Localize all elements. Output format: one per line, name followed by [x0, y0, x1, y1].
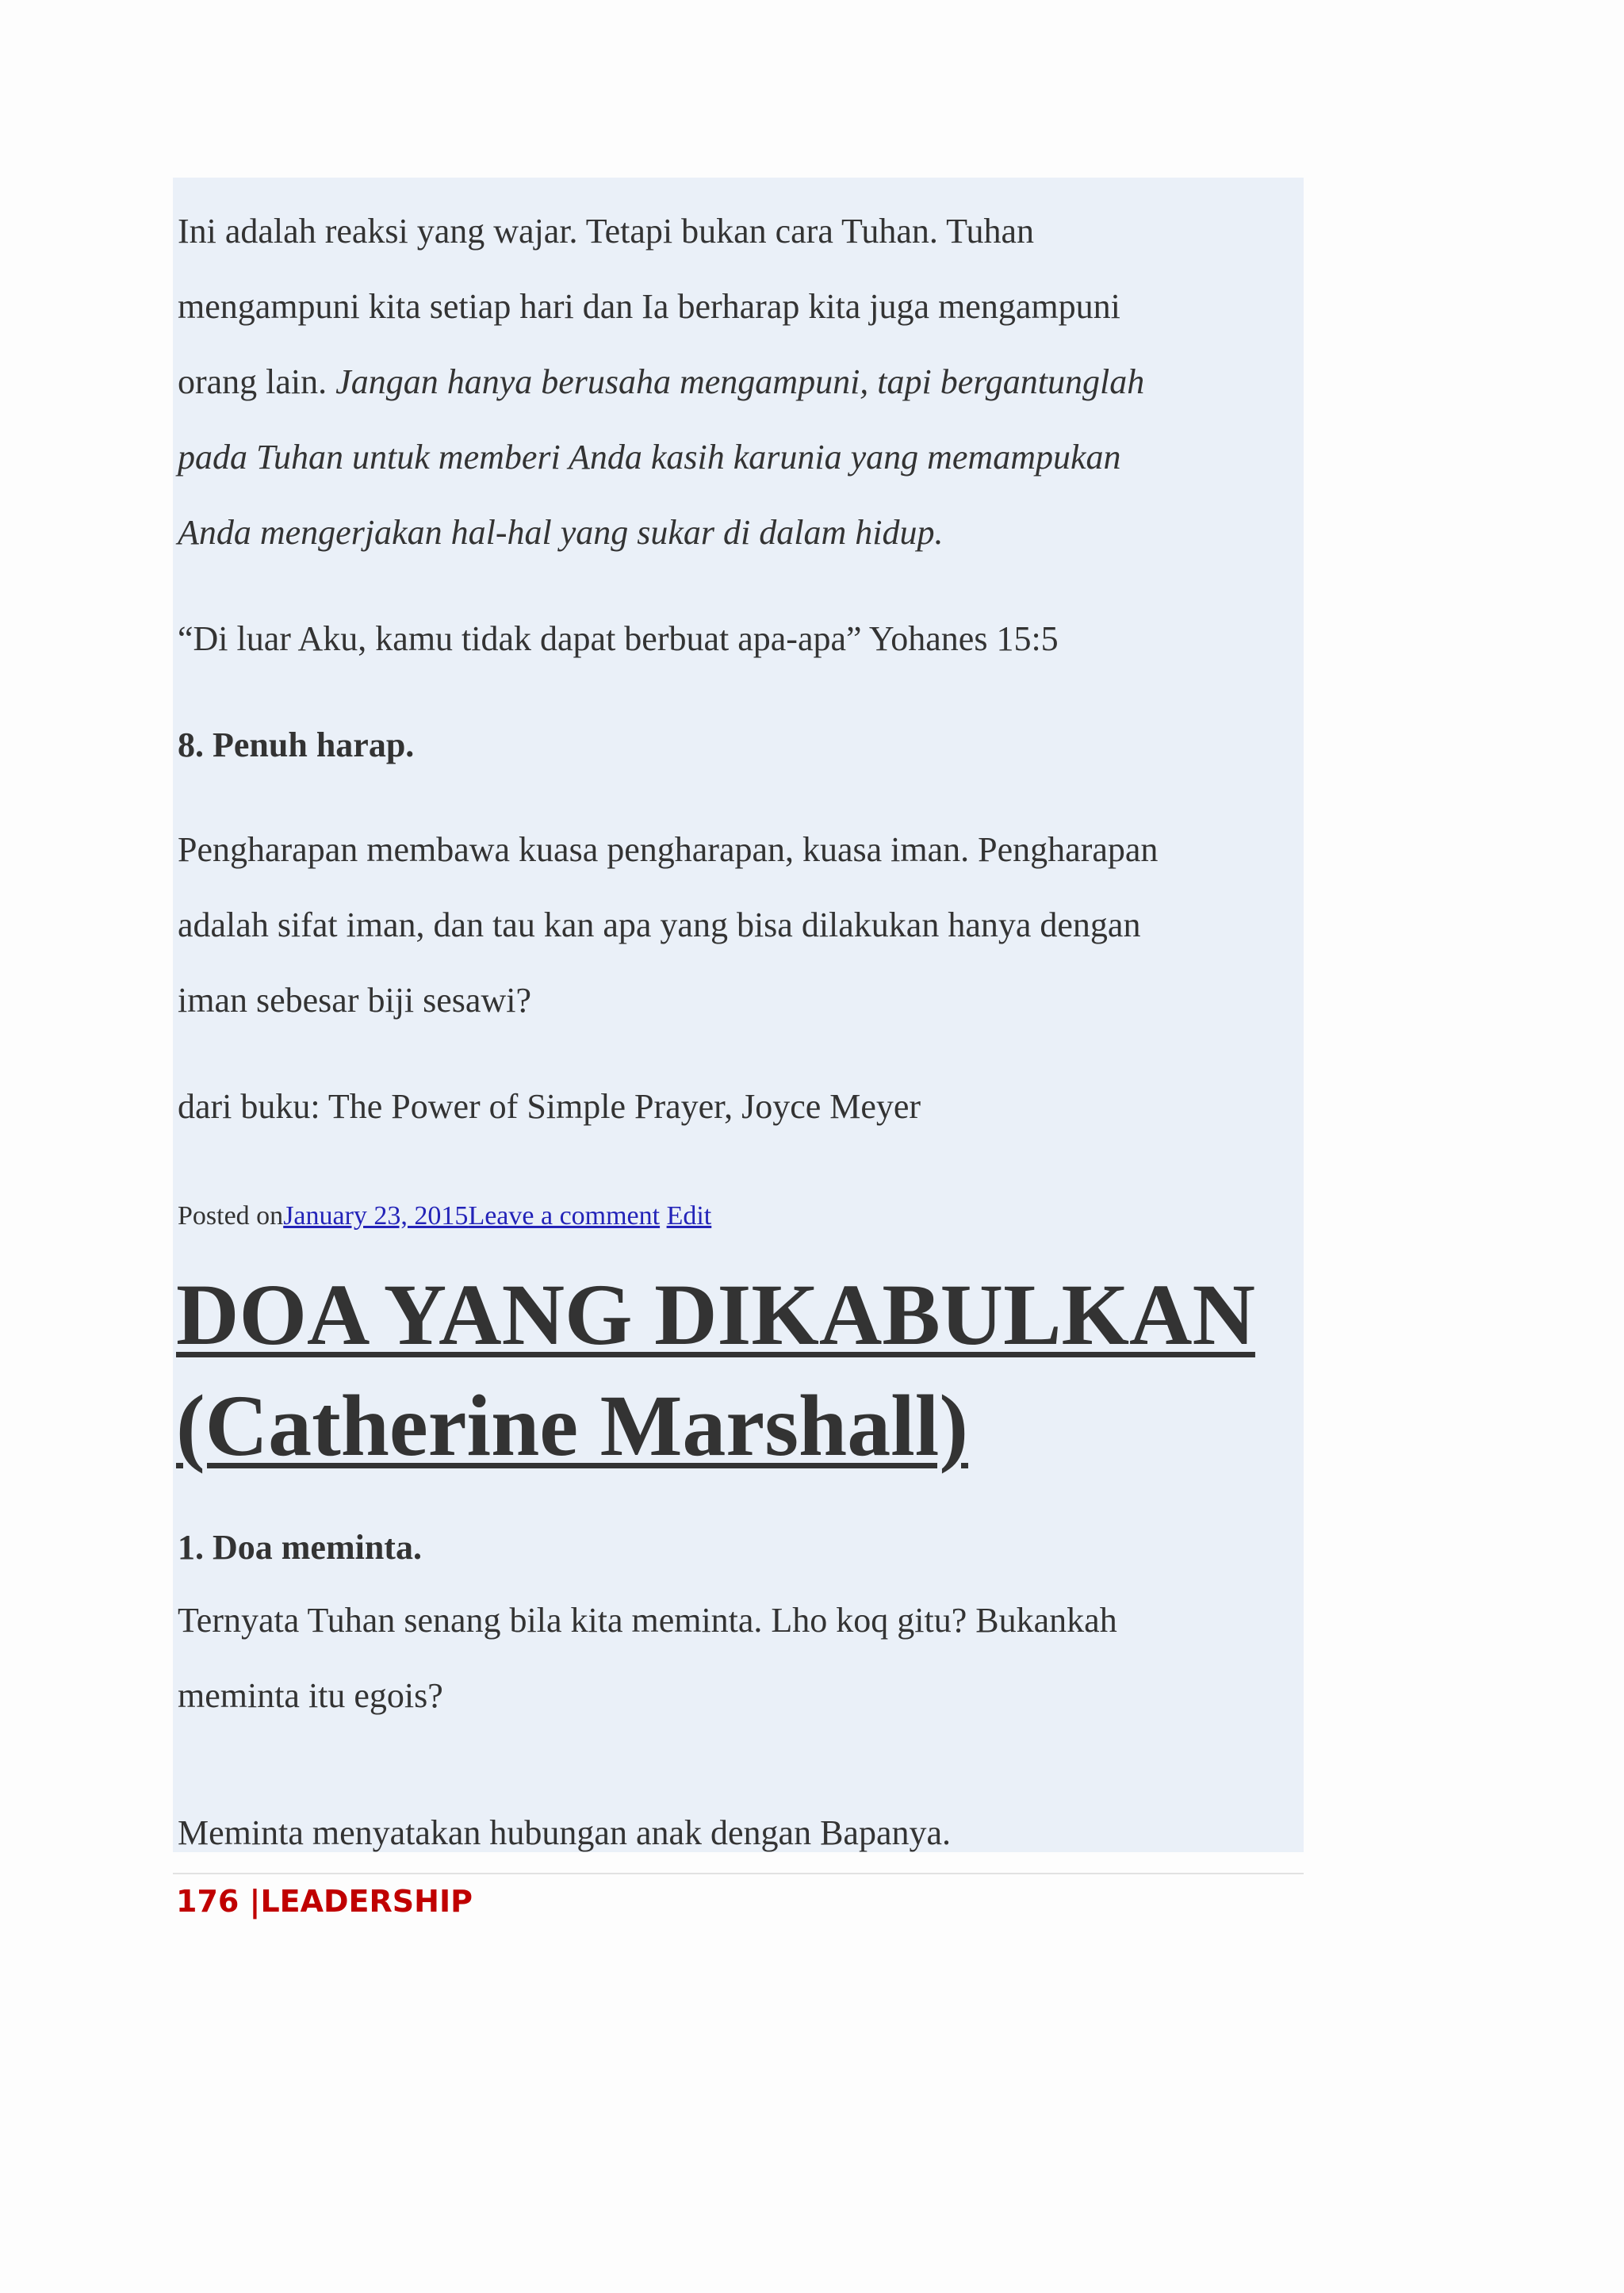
paragraph-line: Pengharapan membawa kuasa pengharapan, kuasa iman. Pengharapan	[178, 830, 1159, 869]
paragraph-line: Ini adalah reaksi yang wajar. Tetapi bukan cara Tuhan. Tuhan	[178, 212, 1034, 251]
edit-link[interactable]: Edit	[666, 1201, 712, 1231]
emphasis-text: Jangan hanya berusaha mengampuni, tapi bergantunglah	[335, 362, 1145, 401]
post-meta	[178, 1192, 711, 1240]
emphasis-line: pada Tuhan untuk memberi Anda kasih karunia yang memampukan	[178, 438, 1121, 477]
book-source: dari buku: The Power of Simple Prayer, Joyce Meyer	[178, 1087, 921, 1126]
paragraph-line: mengampuni kita setiap hari dan Ia berharap kita juga mengampuni	[178, 287, 1120, 326]
paragraph-line: Meminta menyatakan hubungan anak dengan Bapanya.	[178, 1813, 952, 1852]
section-heading: 1. Doa meminta.	[178, 1528, 422, 1567]
page-number: 176	[176, 1884, 239, 1919]
paragraph-line	[178, 344, 1144, 419]
bible-quote: “Di luar Aku, kamu tidak dapat berbuat apa-apa” Yohanes 15:5	[178, 619, 1059, 658]
paragraph-line: meminta itu egois?	[178, 1676, 443, 1715]
post-title-line[interactable]: (Catherine Marshall)	[176, 1377, 968, 1474]
paragraph-line: Ternyata Tuhan senang bila kita meminta. Lho koq gitu? Bukankah	[178, 1601, 1117, 1640]
paragraph-text: orang lain.	[178, 362, 336, 401]
posted-on-label: Posted on	[178, 1201, 284, 1231]
leave-comment-link[interactable]: Leave a comment	[468, 1201, 661, 1231]
post-title[interactable]	[176, 1259, 1255, 1481]
paragraph-line: iman sebesar biji sesawi?	[178, 981, 531, 1020]
post-date-link[interactable]: January 23, 2015	[283, 1201, 469, 1231]
footer-divider	[173, 1873, 1304, 1874]
section-heading: 8. Penuh harap.	[178, 725, 415, 764]
paragraph-line: adalah sifat iman, dan tau kan apa yang bisa dilakukan hanya dengan	[178, 905, 1141, 944]
footer-separator: |	[239, 1884, 261, 1919]
page-footer	[176, 1878, 473, 1925]
footer-section: LEADERSHIP	[260, 1884, 473, 1919]
emphasis-line: Anda mengerjakan hal-hal yang sukar di dalam hidup.	[178, 513, 944, 552]
post-title-line[interactable]: DOA YANG DIKABULKAN	[176, 1266, 1255, 1363]
